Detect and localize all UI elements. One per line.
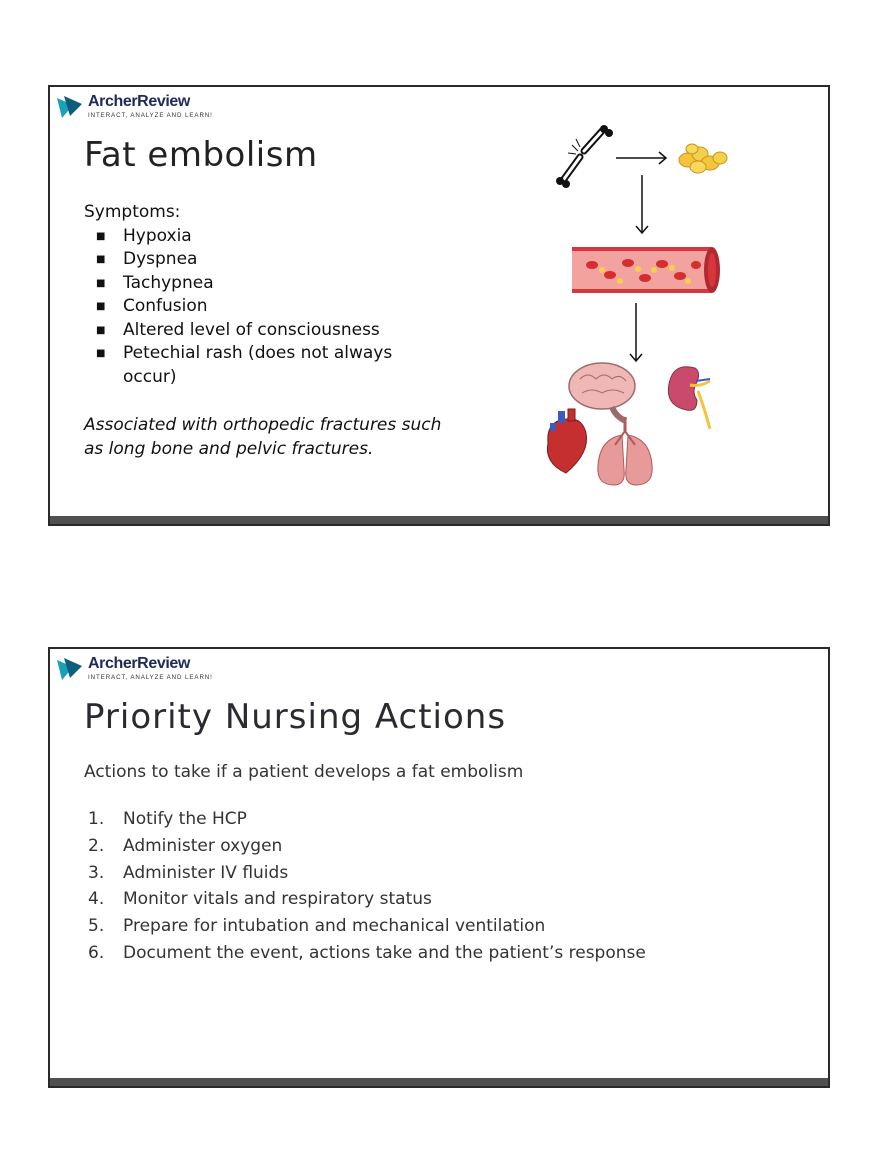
slide-priority-nursing-actions [48, 647, 830, 1088]
brand-tagline: INTERACT, ANALYZE AND LEARN! [88, 674, 213, 681]
slide-fat-embolism [48, 85, 830, 526]
list-item: ■ Petechial rash (does not always occur) [96, 343, 393, 387]
list-item: 2. Administer oxygen [84, 833, 646, 860]
archer-logo-icon [56, 656, 84, 682]
list-item: ■ Altered level of consciousness [84, 319, 423, 343]
item-number: 6. [88, 942, 105, 963]
brand-name: ArcherReview [88, 93, 190, 110]
fat-globules-icon [679, 144, 727, 173]
slide-title: Fat embolism [84, 135, 318, 175]
list-item: ■ Tachypnea [84, 272, 423, 296]
kidney-icon [668, 367, 710, 429]
slide-footer-bar [50, 516, 828, 524]
heart-icon [547, 409, 586, 473]
item-number: 5. [88, 916, 105, 937]
slide-footer-bar [50, 1078, 828, 1086]
symptoms-heading: Symptoms: [84, 202, 181, 222]
list-item: 6. Document the event, actions take and the patient’s response [84, 940, 646, 967]
list-item: 3. Administer IV fluids [84, 860, 646, 887]
brand-name: ArcherReview [88, 655, 190, 672]
bullet-icon: ■ [96, 230, 106, 242]
lungs-icon [598, 417, 652, 485]
actions-intro: Actions to take if a patient develops a fat embolism [84, 762, 524, 782]
list-item: ■ Confusion [84, 295, 423, 319]
archer-logo-icon [56, 94, 84, 120]
list-item: 1. Notify the HCP [84, 806, 646, 833]
list-item: 4. Monitor vitals and respiratory status [84, 886, 646, 913]
brain-icon [569, 363, 635, 421]
list-item: ■ Dyspnea [84, 248, 423, 272]
symptoms-list [84, 225, 423, 390]
bullet-icon: ■ [96, 301, 106, 312]
nursing-actions-list [84, 806, 646, 967]
arrow-down-icon [630, 303, 642, 361]
broken-bone-icon [556, 125, 613, 188]
item-number: 4. [88, 889, 105, 910]
list-item: ■ Hypoxia [84, 225, 423, 249]
bullet-icon: ■ [96, 254, 106, 265]
bullet-icon: ■ [96, 324, 106, 336]
brand-tagline: INTERACT, ANALYZE AND LEARN! [88, 112, 213, 119]
blood-vessel-icon [572, 247, 720, 293]
item-number: 3. [88, 862, 105, 883]
archer-review-logo [56, 655, 256, 685]
association-note: Associated with orthopedic fractures such as long bone and pelvic fractures. [84, 415, 442, 459]
list-item: 5. Prepare for intubation and mechanical ventilation [84, 913, 646, 940]
arrow-right-icon [616, 152, 666, 164]
slide-title: Priority Nursing Actions [84, 697, 507, 737]
bullet-icon: ■ [96, 277, 106, 289]
item-number: 1. [88, 809, 105, 829]
arrow-down-icon [636, 175, 648, 233]
symptoms-block [84, 201, 423, 389]
bullet-icon: ■ [96, 348, 106, 359]
item-number: 2. [88, 835, 105, 856]
archer-review-logo [56, 93, 256, 123]
fat-embolism-illustration [520, 123, 740, 493]
